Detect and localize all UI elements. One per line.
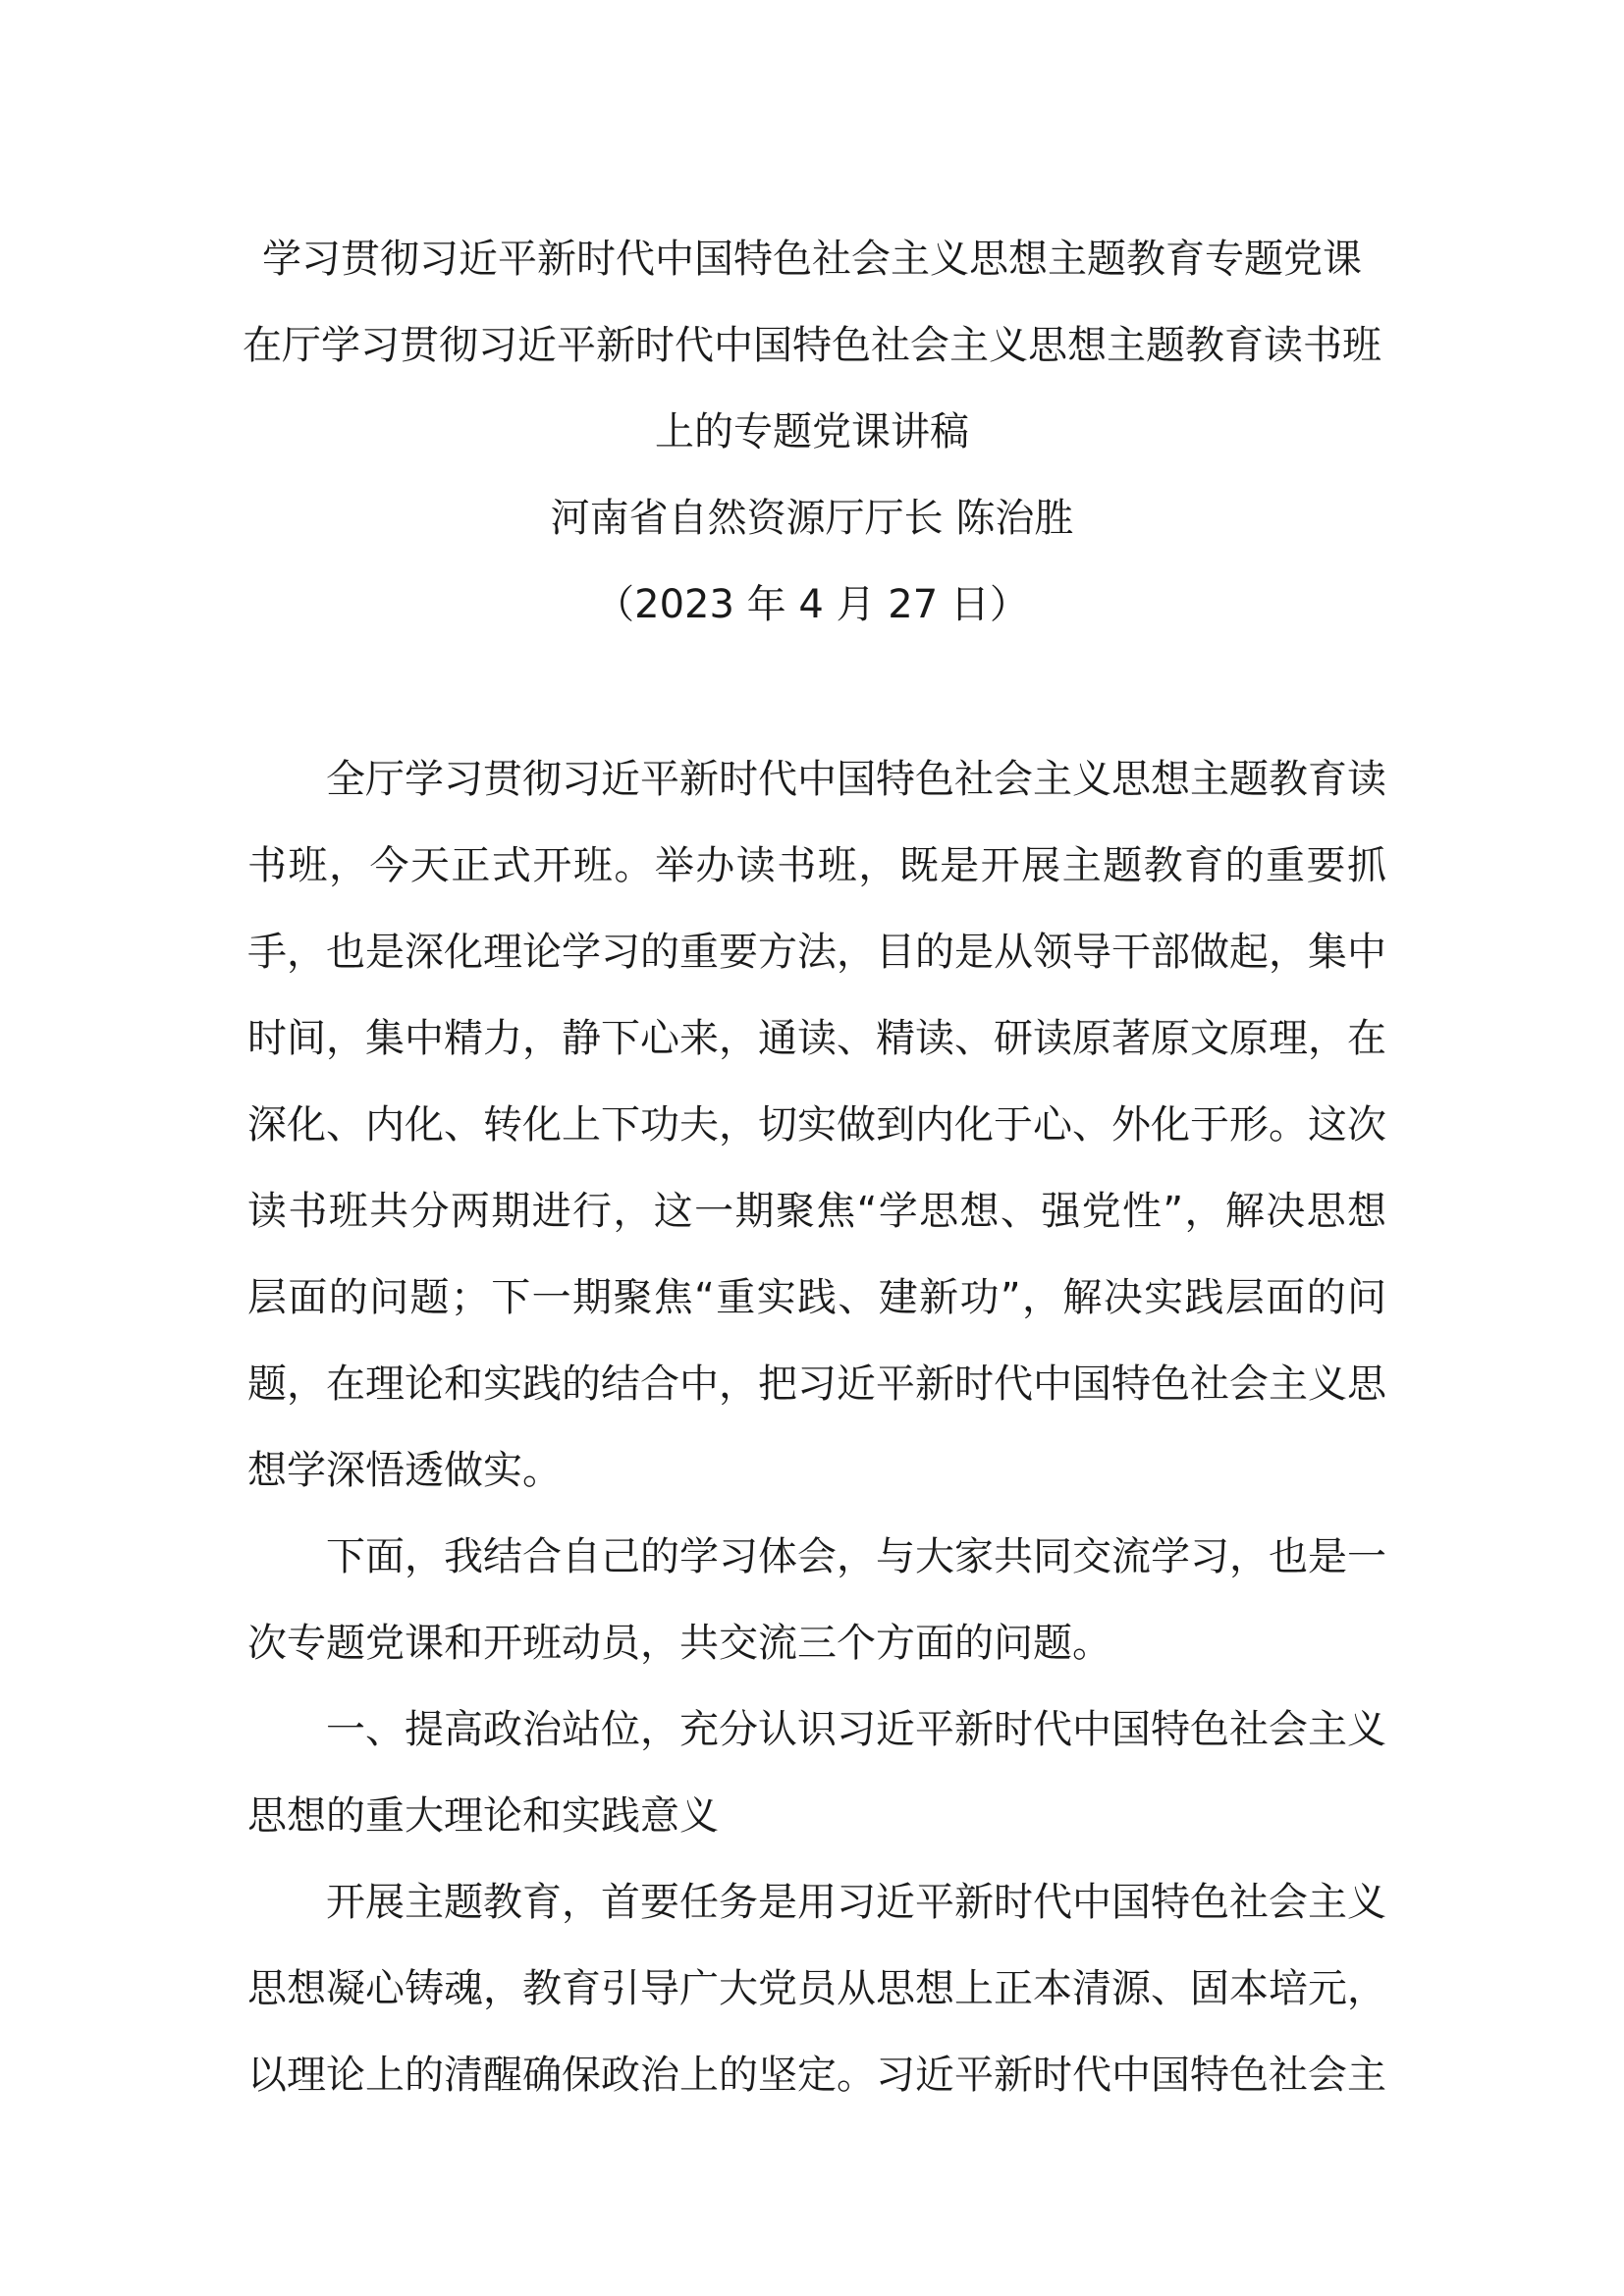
title-line-3: 上的专题党课讲稿 bbox=[655, 409, 969, 454]
paragraph: 下面，我结合自己的学习体会，与大家共同交流学习，也是一次专题党课和开班动员，共交流三个方面的问题。 bbox=[247, 1534, 1386, 1666]
author-line: 河南省自然资源厅厅长 陈治胜 bbox=[550, 496, 1074, 541]
body-text bbox=[247, 736, 1386, 2118]
paragraph: 开展主题教育，首要任务是用习近平新时代中国特色社会主义思想凝心铸魂，教育引导广大党员从思想上正本清源、固本培元，以理论上的清醒确保政治上的坚定。习近平新时代中国特色社会主 bbox=[247, 1880, 1386, 2098]
section-heading: 一、提高政治站位，充分认识习近平新时代中国特色社会主义思想的重大理论和实践意义 bbox=[247, 1707, 1386, 1839]
title-line-1: 学习贯彻习近平新时代中国特色社会主义思想主题教育专题党课 bbox=[262, 237, 1362, 282]
title-line-2: 在厅学习贯彻习近平新时代中国特色社会主义思想主题教育读书班 bbox=[243, 323, 1381, 368]
paragraph: 全厅学习贯彻习近平新时代中国特色社会主义思想主题教育读书班，今天正式开班。举办读书班，既是开展主题教育的重要抓手，也是深化理论学习的重要方法，目的是从领导干部做起，集中时间，集中精力，静下心来，通读、精读、研读原著原文原理，在深化、内化、转化上下功夫，切实做到内化于心、外化于形。这次读书班共分两期进行，这一期聚焦“学思想、强党性”，解决思想层面的问题；下一期聚焦“重实践、建新功”，解决实践层面的问题，在理论和实践的结合中，把习近平新时代中国特色社会主义思想学深悟透做实。 bbox=[247, 757, 1386, 1493]
date-line: （2023 年 4 月 27 日） bbox=[595, 582, 1029, 627]
